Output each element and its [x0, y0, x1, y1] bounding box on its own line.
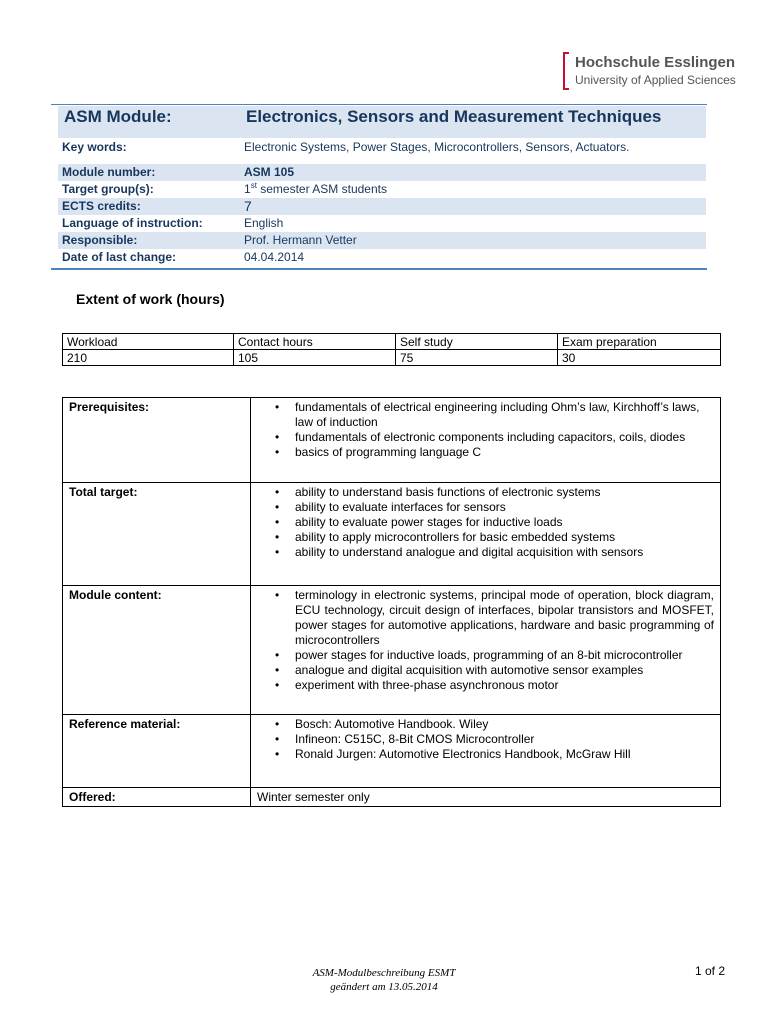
list-item: • analogue and digital acquisition with automotive sensor examples [275, 663, 714, 678]
field-label: Module number: [62, 165, 156, 179]
module-content-label: Module content: [63, 586, 251, 715]
logo-bracket-mark [563, 52, 569, 90]
field-label: Key words: [62, 140, 127, 154]
list-item: • Infineon: C515C, 8-Bit CMOS Microcontroller [275, 732, 714, 747]
list-item: • basics of programming language C [275, 445, 714, 460]
list-item: • ability to evaluate interfaces for sensors [275, 500, 714, 515]
total-target-list [275, 485, 714, 560]
list-item: • Bosch: Automotive Handbook. Wiley [275, 717, 714, 732]
total-target-cell [251, 483, 721, 586]
logo-title: Hochschule Esslingen [575, 54, 736, 71]
field-value-ects: 7 [244, 198, 252, 214]
field-label: Language of instruction: [62, 216, 203, 230]
field-row-responsible [58, 232, 706, 249]
list-item: • terminology in electronic systems, principal mode of operation, block diagram, ECU technology, circuit design of interfaces, bipolar transistors and MOSFET, power stages for automotive applications, hardware and basic programming of microcontrollers [275, 588, 714, 648]
field-label: ECTS credits: [62, 199, 141, 213]
contact-hours-value: 105 [234, 350, 396, 366]
reference-material-cell [251, 715, 721, 788]
module-label: ASM Module: [64, 107, 172, 126]
header-top-rule [51, 104, 707, 105]
field-label: Responsible: [62, 233, 138, 247]
workload-header: Workload [63, 334, 234, 350]
prerequisites-label: Prerequisites: [63, 398, 251, 483]
footer-change-date: geändert am 13.05.2014 [330, 981, 438, 993]
field-row-target-group [58, 181, 706, 198]
workload-header-row [63, 334, 721, 350]
list-item: • fundamentals of electronic components including capacitors, coils, diodes [275, 430, 714, 445]
list-item: • Ronald Jurgen: Automotive Electronics Handbook, McGraw Hill [275, 747, 714, 762]
prerequisites-row [63, 398, 721, 483]
field-row-key-words [58, 139, 706, 156]
field-label: Date of last change: [62, 250, 177, 264]
offered-label: Offered: [63, 788, 251, 807]
module-title: Electronics, Sensors and Measurement Techniques [246, 107, 662, 126]
prerequisites-cell [251, 398, 721, 483]
footer-doc-name: ASM-Modulbeschreibung ESMT [312, 967, 456, 979]
logo-subtitle: University of Applied Sciences [575, 73, 736, 87]
reference-material-row [63, 715, 721, 788]
offered-value: Winter semester only [251, 788, 721, 807]
self-study-header: Self study [396, 334, 558, 350]
module-content-cell [251, 586, 721, 715]
field-row-last-change [58, 249, 706, 266]
field-value-responsible: Prof. Hermann Vetter [244, 233, 357, 247]
total-target-row [63, 483, 721, 586]
workload-table [62, 333, 721, 366]
list-item: • power stages for inductive loads, programming of an 8-bit microcontroller [275, 648, 714, 663]
offered-row [63, 788, 721, 807]
target-group-number: 1 [244, 182, 251, 196]
list-item: • ability to understand analogue and digital acquisition with sensors [275, 545, 714, 560]
field-label: Target group(s): [62, 182, 154, 196]
workload-value: 210 [63, 350, 234, 366]
field-value-language: English [244, 216, 284, 230]
module-content-list [275, 588, 714, 693]
prerequisites-list [275, 400, 714, 460]
reference-material-label: Reference material: [63, 715, 251, 788]
exam-preparation-header: Exam preparation [558, 334, 721, 350]
header-bottom-rule [51, 268, 707, 270]
page-number: 1 of 2 [695, 964, 726, 978]
field-row-module-number [58, 164, 706, 181]
workload-value-row [63, 350, 721, 366]
list-item: • experiment with three-phase asynchronous motor [275, 678, 714, 693]
list-item: • fundamentals of electrical engineering including Ohm’s law, Kirchhoff’s laws, law of induction [275, 400, 714, 430]
field-value-module-number: ASM 105 [244, 165, 295, 179]
module-content-row [63, 586, 721, 715]
target-group-text: semester ASM students [256, 182, 387, 196]
field-value-target-group [244, 182, 387, 196]
list-item: • ability to evaluate power stages for inductive loads [275, 515, 714, 530]
module-details-table [62, 397, 721, 807]
field-row-ects [58, 198, 706, 215]
list-item: • ability to apply microcontrollers for basic embedded systems [275, 530, 714, 545]
self-study-value: 75 [396, 350, 558, 366]
target-group-ordinal: st [250, 181, 257, 190]
field-value-last-change: 04.04.2014 [244, 250, 305, 264]
list-item: • ability to understand basis functions of electronic systems [275, 485, 714, 500]
field-row-language [58, 215, 706, 232]
field-value-key-words: Electronic Systems, Power Stages, Microcontrollers, Sensors, Actuators. [244, 140, 630, 154]
page-footer [0, 966, 768, 994]
exam-preparation-value: 30 [558, 350, 721, 366]
total-target-label: Total target: [63, 483, 251, 586]
contact-hours-header: Contact hours [234, 334, 396, 350]
reference-material-list [275, 717, 714, 762]
extent-title: Extent of work (hours) [76, 291, 225, 307]
